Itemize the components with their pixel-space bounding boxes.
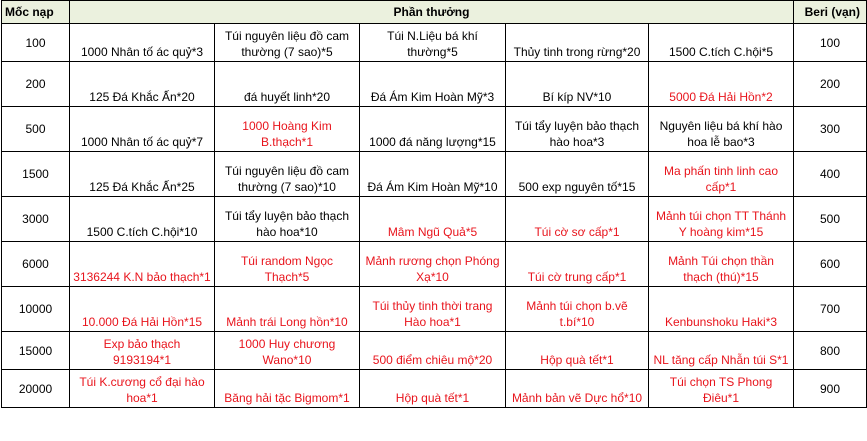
moc-nap-cell: 1500 bbox=[2, 152, 70, 197]
beri-cell: 800 bbox=[794, 332, 867, 370]
table-row bbox=[2, 62, 867, 107]
moc-nap-cell: 500 bbox=[2, 107, 70, 152]
reward-cell: Túi cờ trung cấp*1 bbox=[506, 242, 649, 287]
reward-cell: Nguyên liệu bá khí hào hoa lễ bao*3 bbox=[649, 107, 794, 152]
reward-cell: Mảnh Túi chọn thần thạch (thú)*15 bbox=[649, 242, 794, 287]
table-row bbox=[2, 197, 867, 242]
table-row bbox=[2, 24, 867, 62]
header-moc-nap: Mốc nạp bbox=[2, 1, 70, 24]
reward-cell: Hộp quà tết*1 bbox=[360, 370, 506, 408]
reward-cell: Túi chọn TS Phong Điêu*1 bbox=[649, 370, 794, 408]
reward-cell: Túi nguyên liệu đồ cam thường (7 sao)*5 bbox=[215, 24, 360, 62]
moc-nap-cell: 15000 bbox=[2, 332, 70, 370]
reward-cell: Túi thủy tinh thời trang Hào hoa*1 bbox=[360, 287, 506, 332]
reward-cell: 500 exp nguyên tố*15 bbox=[506, 152, 649, 197]
reward-cell: 500 điểm chiêu mộ*20 bbox=[360, 332, 506, 370]
reward-cell: 5000 Đá Hải Hồn*2 bbox=[649, 62, 794, 107]
table-row bbox=[2, 332, 867, 370]
reward-cell: Hộp quà tết*1 bbox=[506, 332, 649, 370]
reward-cell: Bí kíp NV*10 bbox=[506, 62, 649, 107]
beri-cell: 600 bbox=[794, 242, 867, 287]
beri-cell: 300 bbox=[794, 107, 867, 152]
reward-cell: 1000 đá năng lượng*15 bbox=[360, 107, 506, 152]
moc-nap-cell: 6000 bbox=[2, 242, 70, 287]
reward-cell: Túi K.cương cổ đại hào hoa*1 bbox=[70, 370, 215, 408]
reward-cell: Thủy tinh trong rừng*20 bbox=[506, 24, 649, 62]
reward-cell: 1000 Huy chương Wano*10 bbox=[215, 332, 360, 370]
reward-cell: Mảnh túi chọn TT Thánh Y hoàng kim*15 bbox=[649, 197, 794, 242]
reward-cell: Mâm Ngũ Quả*5 bbox=[360, 197, 506, 242]
reward-cell: Túi random Ngọc Thạch*5 bbox=[215, 242, 360, 287]
beri-cell: 900 bbox=[794, 370, 867, 408]
beri-cell: 400 bbox=[794, 152, 867, 197]
moc-nap-cell: 200 bbox=[2, 62, 70, 107]
moc-nap-cell: 3000 bbox=[2, 197, 70, 242]
reward-cell: 1000 Hoàng Kim B.thạch*1 bbox=[215, 107, 360, 152]
reward-table bbox=[1, 0, 867, 408]
moc-nap-cell: 100 bbox=[2, 24, 70, 62]
reward-cell: Túi cờ sơ cấp*1 bbox=[506, 197, 649, 242]
reward-cell: 10.000 Đá Hải Hồn*15 bbox=[70, 287, 215, 332]
beri-cell: 700 bbox=[794, 287, 867, 332]
reward-cell: Kenbunshoku Haki*3 bbox=[649, 287, 794, 332]
table-row bbox=[2, 242, 867, 287]
reward-cell: Túi tẩy luyện bảo thạch hào hoa*10 bbox=[215, 197, 360, 242]
reward-cell: Mảnh bản vẽ Dực hổ*10 bbox=[506, 370, 649, 408]
reward-cell: 3136244 K.N bảo thạch*1 bbox=[70, 242, 215, 287]
reward-cell: Đá Ám Kim Hoàn Mỹ*10 bbox=[360, 152, 506, 197]
table-row bbox=[2, 370, 867, 408]
beri-cell: 500 bbox=[794, 197, 867, 242]
beri-cell: 100 bbox=[794, 24, 867, 62]
reward-cell: Túi tẩy luyện bảo thạch hào hoa*3 bbox=[506, 107, 649, 152]
header-row bbox=[2, 1, 867, 24]
header-phan-thuong: Phần thưởng bbox=[70, 1, 794, 24]
moc-nap-cell: 10000 bbox=[2, 287, 70, 332]
reward-cell: Túi nguyên liệu đồ cam thường (7 sao)*10 bbox=[215, 152, 360, 197]
reward-cell: 1000 Nhân tố ác quỷ*3 bbox=[70, 24, 215, 62]
header-beri: Beri (vạn) bbox=[794, 1, 867, 24]
table-row bbox=[2, 287, 867, 332]
reward-cell: 1500 C.tích C.hội*5 bbox=[649, 24, 794, 62]
reward-cell: Mảnh trái Long hồn*10 bbox=[215, 287, 360, 332]
reward-cell: Mảnh rương chọn Phóng Xạ*10 bbox=[360, 242, 506, 287]
reward-cell: 1000 Nhân tố ác quỷ*7 bbox=[70, 107, 215, 152]
reward-cell: 1500 C.tích C.hội*10 bbox=[70, 197, 215, 242]
reward-cell: Đá Ám Kim Hoàn Mỹ*3 bbox=[360, 62, 506, 107]
reward-cell: 125 Đá Khắc Ấn*25 bbox=[70, 152, 215, 197]
reward-cell: Ma phấn tinh linh cao cấp*1 bbox=[649, 152, 794, 197]
beri-cell: 200 bbox=[794, 62, 867, 107]
reward-cell: NL tăng cấp Nhẫn túi S*1 bbox=[649, 332, 794, 370]
moc-nap-cell: 20000 bbox=[2, 370, 70, 408]
reward-cell: đá huyết linh*20 bbox=[215, 62, 360, 107]
table-row bbox=[2, 152, 867, 197]
reward-cell: Mảnh túi chọn b.vẽ t.bí*10 bbox=[506, 287, 649, 332]
reward-cell: Exp bảo thạch 9193194*1 bbox=[70, 332, 215, 370]
reward-cell: Băng hải tặc Bigmom*1 bbox=[215, 370, 360, 408]
reward-cell: Túi N.Liệu bá khí thường*5 bbox=[360, 24, 506, 62]
reward-cell: 125 Đá Khắc Ấn*20 bbox=[70, 62, 215, 107]
table-row bbox=[2, 107, 867, 152]
